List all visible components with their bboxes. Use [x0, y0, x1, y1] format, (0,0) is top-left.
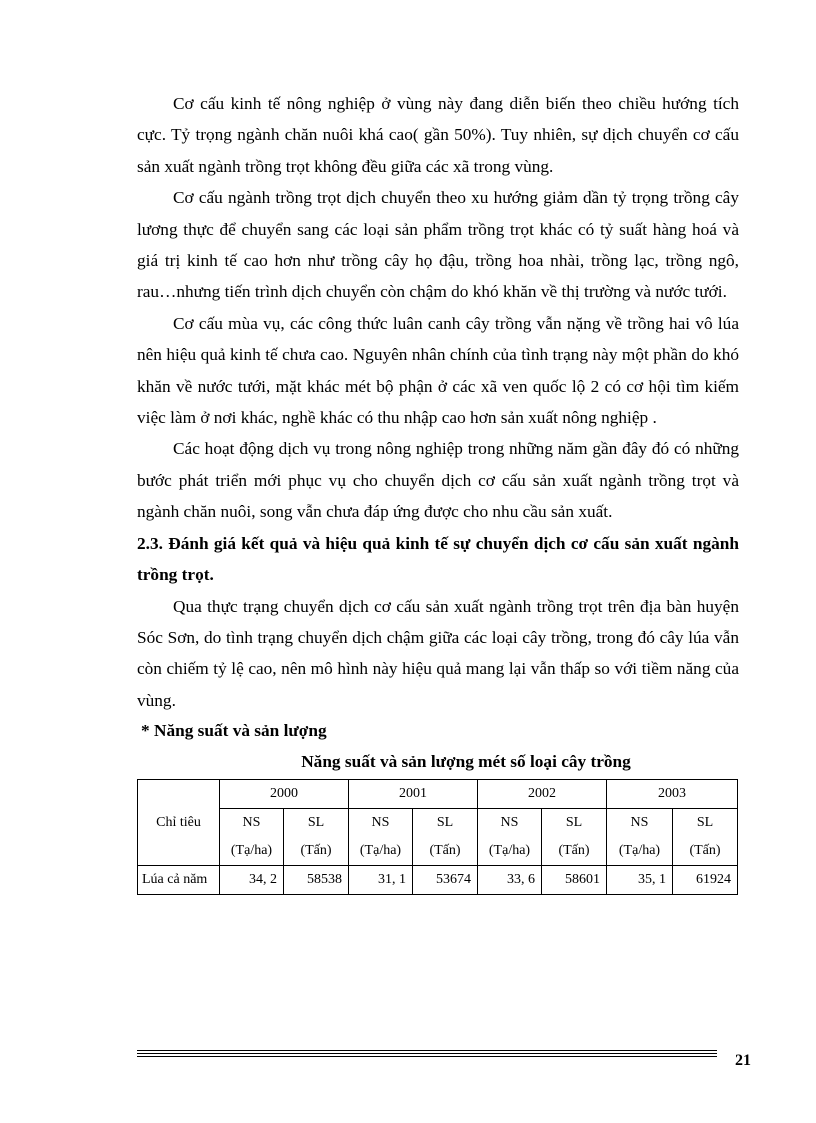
table-year: 2003 [607, 780, 738, 809]
table-col-header: NS (Tạ/ha) [349, 809, 413, 866]
table-col-header: NS (Tạ/ha) [220, 809, 284, 866]
table-cell: 33, 6 [478, 866, 542, 895]
paragraph: Các hoạt động dịch vụ trong nông nghiệp trong những năm gần đây đó có những bước phát triển mới phục vụ cho chuyển dịch cơ cấu sản xuất ngành trồng trọt và ngành chăn nuôi, song vẫn chưa đáp ứng được cho nhu cầu sản xuất. [137, 439, 739, 522]
footer-rule [137, 1050, 717, 1057]
section-heading: 2.3. Đánh giá kết quả và hiệu quả kinh tế sự chuyển dịch cơ cấu sản xuất ngành trồng trọt. [137, 533, 739, 585]
table-col-header: NS (Tạ/ha) [478, 809, 542, 866]
table-col-header: SL (Tấn) [284, 809, 349, 866]
table-row [138, 866, 738, 895]
table-year-row [138, 780, 738, 809]
table-title: Năng suất và sản lượng mét số loại cây trồng [301, 752, 631, 772]
table-cell: 34, 2 [220, 866, 284, 895]
table-cell: 58538 [284, 866, 349, 895]
table-row-header: Chỉ tiêu [138, 780, 220, 866]
table-year: 2002 [478, 780, 607, 809]
document-body [137, 88, 739, 895]
paragraph: Cơ cấu mùa vụ, các công thức luân canh cây trồng vẫn nặng về trồng hai vô lúa nên hiệu quả kinh tế chưa cao. Nguyên nhân chính của tình trạng này một phần do khó khăn về nước tưới, mặt khác mét bộ phận ở các xã ven quốc lộ 2 có cơ hội tìm kiếm việc làm ở nơi khác, nghề khác có thu nhập cao hơn sản xuất nông nghiệp . [137, 313, 739, 428]
paragraph: Qua thực trạng chuyển dịch cơ cấu sản xuất ngành trồng trọt trên địa bàn huyện Sóc Sơn, do tình trạng chuyển dịch chậm giữa các loại cây trồng, trong đó cây lúa vẫn còn chiếm tỷ lệ cao, nên mô hình này hiệu quả mang lại vẫn thấp so với tiềm năng của vùng. [137, 596, 739, 710]
yield-table [137, 779, 738, 895]
paragraph: Cơ cấu ngành trồng trọt dịch chuyển theo xu hướng giảm dần tỷ trọng trồng cây lương thực để chuyển sang các loại sản phẩm trồng trọt khác có tỷ suất hàng hoá và giá trị kinh tế cao hơn như trồng cây họ đậu, trồng hoa nhài, trồng lạc, trồng ngô, rau…nhưng tiến trình dịch chuyển còn chậm do khó khăn về thị trường và nước tưới. [137, 188, 739, 302]
table-year: 2001 [349, 780, 478, 809]
table-col-header: SL (Tấn) [413, 809, 478, 866]
table-col-header: NS (Tạ/ha) [607, 809, 673, 866]
table-row-label: Lúa cả năm [138, 866, 220, 895]
table-unit-row [138, 809, 738, 866]
table-cell: 35, 1 [607, 866, 673, 895]
table-col-header: SL (Tấn) [542, 809, 607, 866]
subheading: * Năng suất và sản lượng [141, 721, 327, 741]
table-cell: 31, 1 [349, 866, 413, 895]
table-cell: 61924 [673, 866, 738, 895]
table-col-header: SL (Tấn) [673, 809, 738, 866]
paragraph: Cơ cấu kinh tế nông nghiệp ở vùng này đang diễn biến theo chiều hướng tích cực. Tỷ trọng ngành chăn nuôi khá cao( gần 50%). Tuy nhiên, sự dịch chuyển cơ cấu sản xuất ngành trồng trọt không đều giữa các xã trong vùng. [137, 94, 739, 176]
table-cell: 53674 [413, 866, 478, 895]
table-year: 2000 [220, 780, 349, 809]
table-cell: 58601 [542, 866, 607, 895]
page-number: 21 [735, 1052, 751, 1069]
